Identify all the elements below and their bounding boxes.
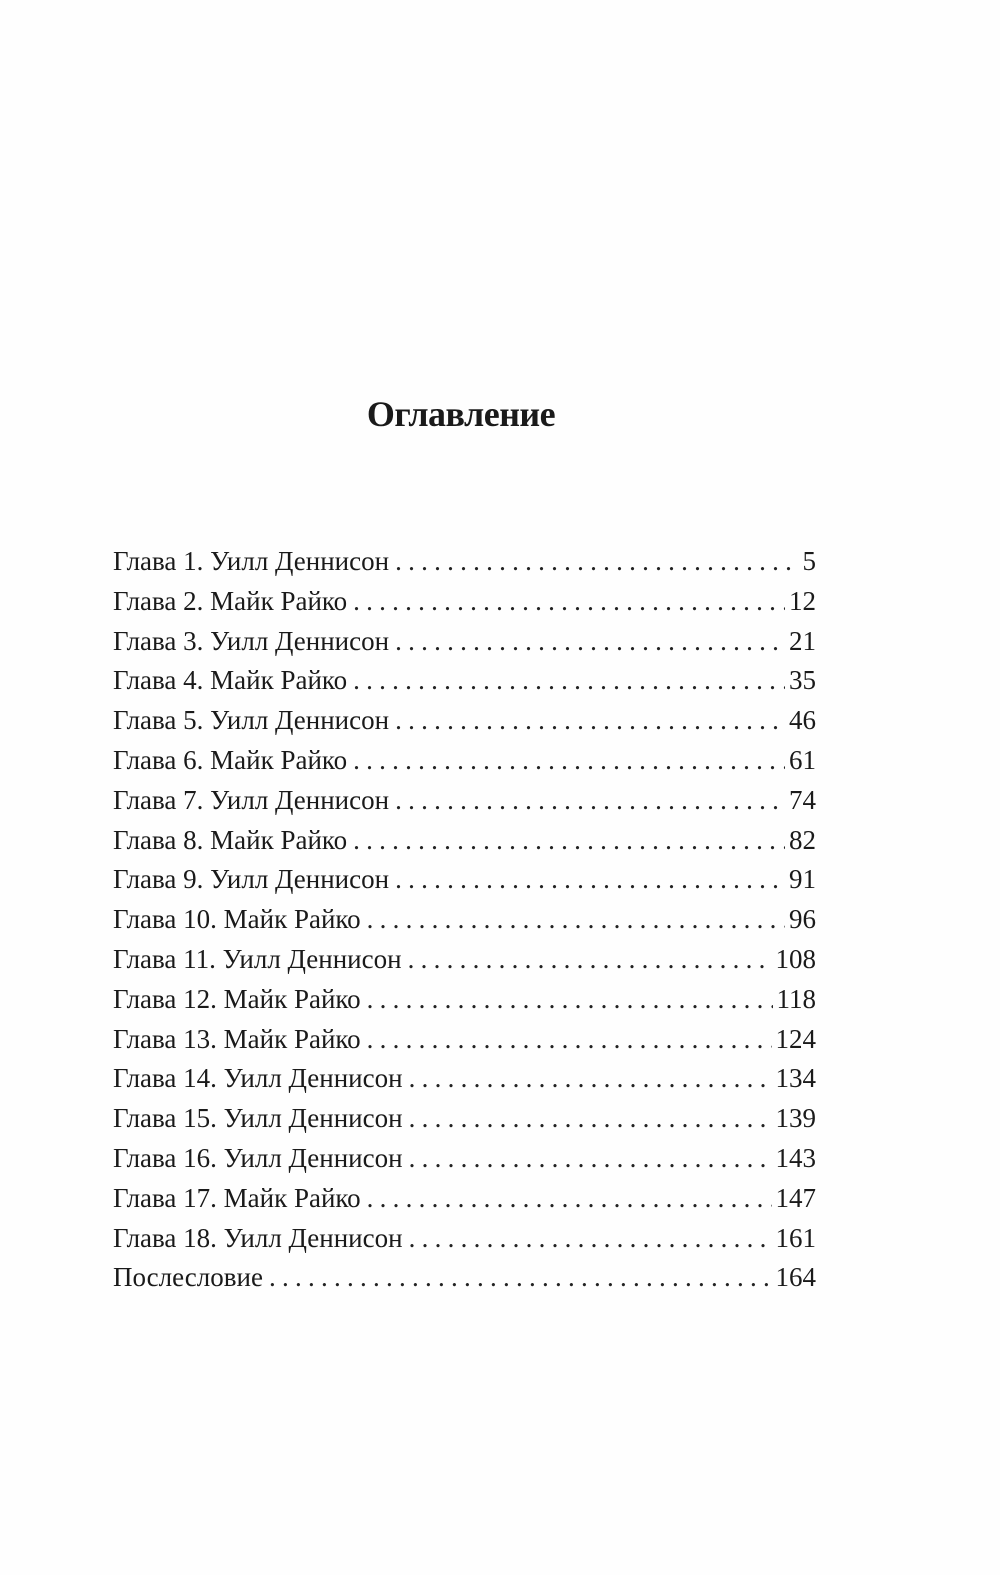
toc-entry-label: Глава 15. Уилл Деннисон — [113, 1103, 403, 1134]
dot-leader — [395, 622, 785, 662]
dot-leader — [353, 741, 785, 781]
toc-entry — [113, 781, 816, 821]
toc-entry — [113, 1139, 816, 1179]
toc-entry — [113, 542, 816, 582]
dot-leader — [353, 821, 785, 861]
toc-entry-page-number: 139 — [775, 1103, 816, 1134]
toc-entry — [113, 900, 816, 940]
toc-entry — [113, 1258, 816, 1298]
toc-entry-page-number: 91 — [789, 864, 816, 895]
toc-entry-label: Глава 5. Уилл Деннисон — [113, 705, 390, 736]
toc-entry-page-number: 21 — [789, 625, 816, 656]
toc-entry-label: Глава 1. Уилл Деннисон — [113, 546, 390, 576]
toc-entry-label: Глава 4. Майк Райко — [113, 665, 348, 696]
toc-entry — [113, 1099, 816, 1139]
toc-entry-page-number: 143 — [775, 1142, 816, 1173]
toc-entry-label: Глава 8. Майк Райко — [113, 824, 348, 855]
toc-entry-label: Глава 9. Уилл Деннисон — [113, 864, 390, 895]
dot-leader — [269, 1258, 772, 1298]
dot-leader — [367, 1179, 772, 1219]
toc-entry — [113, 940, 816, 980]
toc-entry — [113, 1219, 816, 1259]
toc-entry-label: Послесловие — [113, 1262, 263, 1293]
toc-entry-page-number: 161 — [775, 1222, 816, 1253]
toc-entry-page-number: 61 — [789, 744, 816, 775]
dot-leader — [408, 940, 772, 980]
toc-entry — [113, 661, 816, 701]
toc-entry — [113, 582, 816, 622]
dot-leader — [409, 1139, 772, 1179]
toc-entry-page-number: 124 — [775, 1023, 816, 1054]
toc-entry-page-number: 5 — [802, 546, 816, 576]
dot-leader — [395, 701, 785, 741]
toc-entry-page-number: 118 — [776, 983, 816, 1014]
dot-leader — [367, 1020, 772, 1060]
toc-entry — [113, 980, 816, 1020]
toc-entry-label: Глава 17. Майк Райко — [113, 1182, 361, 1213]
toc-entry-page-number: 35 — [789, 665, 816, 696]
toc-entry — [113, 1059, 816, 1099]
toc-entry — [113, 821, 816, 861]
toc-entry-page-number: 46 — [789, 705, 816, 736]
toc-entry-label: Глава 14. Уилл Деннисон — [113, 1063, 403, 1094]
dot-leader — [367, 980, 773, 1020]
dot-leader — [409, 1099, 772, 1139]
toc-entry-page-number: 82 — [789, 824, 816, 855]
toc-entry-label: Глава 18. Уилл Деннисон — [113, 1222, 403, 1253]
toc-entry-label: Глава 16. Уилл Деннисон — [113, 1142, 403, 1173]
dot-leader — [367, 900, 785, 940]
dot-leader — [353, 661, 785, 701]
toc-entry-page-number: 96 — [789, 904, 816, 935]
dot-leader — [395, 781, 785, 821]
dot-leader — [395, 542, 798, 582]
toc-entry — [113, 741, 816, 781]
toc-entry-page-number: 147 — [775, 1182, 816, 1213]
toc-entry — [113, 1020, 816, 1060]
toc-entry — [113, 1179, 816, 1219]
toc-entry — [113, 622, 816, 662]
dot-leader — [409, 1059, 772, 1099]
toc-entry-label: Глава 2. Майк Райко — [113, 585, 348, 616]
toc-entry-label: Глава 11. Уилл Деннисон — [113, 943, 402, 974]
page-title: Оглавление — [366, 394, 556, 434]
toc-entry-page-number: 108 — [775, 943, 816, 974]
toc-entry-label: Глава 13. Майк Райко — [113, 1023, 361, 1054]
toc-entry-label: Глава 3. Уилл Деннисон — [113, 625, 390, 656]
dot-leader — [409, 1219, 772, 1259]
toc-entry-page-number: 74 — [789, 784, 816, 815]
toc-entry — [113, 701, 816, 741]
toc-entry-label: Глава 10. Майк Райко — [113, 904, 361, 935]
toc-entry-label: Глава 6. Майк Райко — [113, 744, 348, 775]
dot-leader — [353, 582, 785, 622]
toc-entry-label: Глава 12. Майк Райко — [113, 983, 361, 1014]
toc-entry-page-number: 164 — [775, 1262, 816, 1293]
toc-entry-page-number: 12 — [789, 585, 816, 616]
table-of-contents — [113, 542, 816, 1298]
toc-entry-label: Глава 7. Уилл Деннисон — [113, 784, 390, 815]
dot-leader — [395, 860, 785, 900]
toc-entry-page-number: 134 — [775, 1063, 816, 1094]
toc-entry — [113, 860, 816, 900]
